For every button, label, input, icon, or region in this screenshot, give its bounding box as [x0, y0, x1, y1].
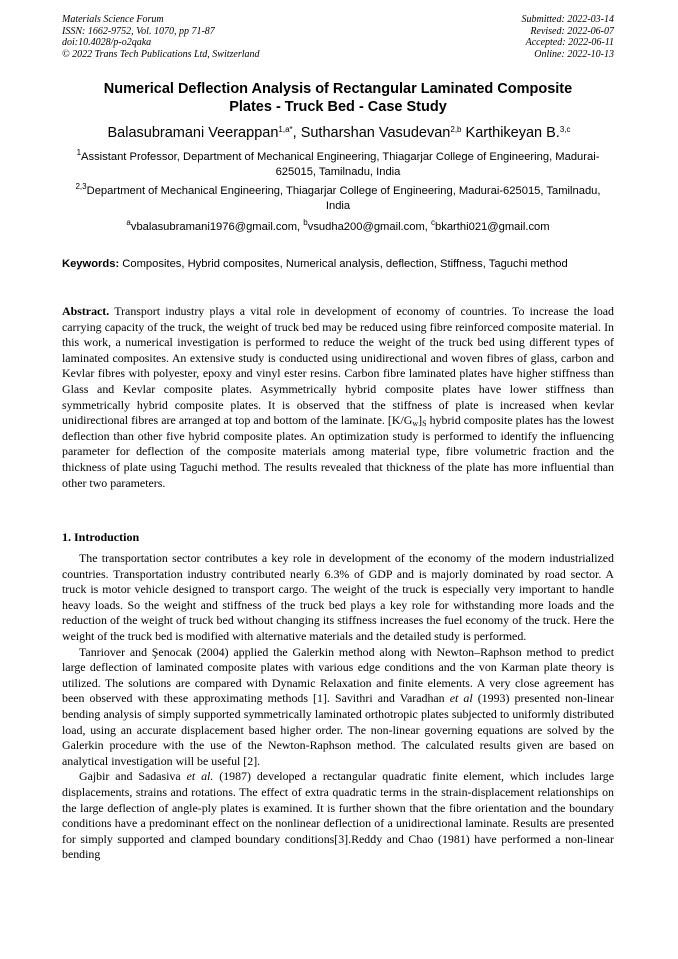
journal-copyright: © 2022 Trans Tech Publications Ltd, Switzerland: [62, 48, 260, 60]
title-line-2: Plates - Truck Bed - Case Study: [229, 99, 447, 115]
email-separator: ,: [297, 221, 304, 233]
journal-header-left: [62, 14, 260, 60]
date-submitted: Submitted: 2022-03-14: [521, 14, 614, 25]
abstract-label: Abstract.: [62, 304, 110, 318]
affiliation-2: [62, 184, 614, 214]
author-1-sup: 1,a*: [278, 125, 293, 134]
author-3-sup: 3,c: [559, 125, 571, 134]
introduction-body: [62, 551, 614, 863]
paragraph-text: Gajbir and Sadasiva: [79, 769, 187, 784]
author-2-sup: 2,b: [450, 125, 462, 134]
paragraph-text: (1987) developed a rectangular quadratic finite element, which includes large displacements, strains and rotations. The effect of extra quadratic terms in the strain-displacement relationships on the large deflection of angle-ply plates is examined. It is further shown that the fibre orientation and the boundary conditions have a predominant effect on the nonlinear deflection of a unidirectional laminate. Results are presented for simply supported and clamped boundary conditions[3].Reddy and Chao (1981) have performed a non-linear bending: [62, 769, 614, 862]
affiliation-1-text: Assistant Professor, Department of Mechanical Engineering, Thiagarjar College of Engineering, Madurai-625015, Tamilnadu, India: [81, 151, 600, 178]
section-heading-introduction: 1. Introduction: [62, 530, 140, 544]
author-emails: [62, 220, 614, 235]
affiliation-1-sup: 1: [76, 148, 82, 157]
paragraph-text: Tanriover and Şenocak (2004) applied the Galerkin method along with Newton–Raphson method to predict large deflection of laminated composite plates with various edge conditions and the von Karman plate theory is utilized. The solutions are compared with Dynamic Relaxation and finite elements. A very close agreement has been observed with these approximating methods [1]. Savithri and Varadhan: [62, 644, 614, 706]
email-a[interactable]: vbalasubramani1976@gmail.com: [130, 221, 298, 233]
paragraph-text: (1993) presented non-linear bending analysis of simply supported symmetrically laminated orthotropic plates subjected to uniformly distributed load, using an accurate displacement based higher order. The non-linear governing equations are solved by the Galerkin procedure with the use of the Newton-Raphson method. The calculated results given are based on analytical investigation will be useful [2].: [62, 691, 614, 768]
email-b-sup: b: [303, 218, 308, 227]
journal-doi: doi:10.4028/p-o2qaka: [62, 37, 152, 48]
abstract-text-part-2: ]: [418, 413, 423, 428]
author-separator: ,: [292, 125, 301, 141]
keywords-label: Keywords:: [62, 258, 120, 270]
paper-title: [62, 80, 614, 116]
intro-paragraph-1: The transportation sector contributes a key role in development of the economy of the modern industrialized countries. Transportation industry contributed nearly 6.3% of GDP and is majorly dominated by road sector. A truck is motor vehicle designed to transport cargo. The weight of the truck is especially very important to handle heavy loads. So the weight and stiffness of the truck bed plays a key role for withstanding more loads and the reduction of the weight of truck bed without changing its stiffness increases the fuel economy of the truck. Here the weight of the truck bed is modified with alternative materials and the detailed study is performed.: [62, 551, 614, 643]
abstract-subscript-s: S: [422, 419, 427, 429]
abstract-subscript-w: w: [412, 419, 419, 429]
intro-paragraph-3: [62, 769, 614, 863]
abstract-text-part-1: Transport industry plays a vital role in development of economy of countries. To increase the load carrying capacity of the truck, the weight of truck bed may be reduced using fibre reinforced composite material. In this work, a numerical investigation is performed to reduce the weight of the truck bed using different types of laminated composites. An extensive study is conducted using unidirectional and woven fibres of glass, carbon and Kevlar fibres with polyester, epoxy and vinyl ester resins. Carbon fibre laminated plates have higher stiffness than Glass and Kevlar composite plates. Asymmetrically hybrid composite plates have lower stiffness than symmetrically hybrid composite plates. It is observed that the stiffness of plate is increased when kevlar unidirectional fibres are arranged at top and bottom of the laminate. [K/G: [62, 304, 614, 428]
et-al-italic: et al: [449, 691, 473, 706]
title-line-1: Numerical Deflection Analysis of Rectangular Laminated Composite: [103, 81, 573, 97]
intro-paragraph-2: [62, 645, 614, 770]
journal-header-right: [522, 14, 615, 60]
email-a-sup: a: [126, 218, 131, 227]
email-separator: ,: [424, 221, 432, 233]
date-accepted: Accepted: 2022-06-11: [525, 37, 614, 48]
date-online: Online: 2022-10-13: [534, 48, 614, 60]
affiliation-1: [62, 150, 614, 180]
author-3-name: Karthikeyan B.: [465, 125, 560, 141]
author-1-name: Balasubramani Veerappan: [107, 125, 279, 141]
email-b[interactable]: vsudha200@gmail.com: [307, 221, 425, 233]
et-al-italic: et al.: [186, 769, 214, 784]
affiliation-2-sup: 2,3: [75, 182, 87, 191]
abstract-section: [62, 304, 614, 491]
journal-issn: ISSN: 1662-9752, Vol. 1070, pp 71-87: [62, 25, 215, 37]
date-revised: Revised: 2022-06-07: [530, 25, 614, 37]
email-c[interactable]: bkarthi021@gmail.com: [435, 221, 550, 233]
keywords-section: [62, 257, 614, 272]
journal-name: Materials Science Forum: [62, 14, 164, 25]
author-list: [40, 124, 638, 142]
keywords-text: Composites, Hybrid composites, Numerical analysis, deflection, Stiffness, Taguchi method: [119, 258, 568, 270]
abstract-text-part-3: hybrid composite plates has the lowest deflection than other five hybrid composite plates. An optimization study is performed to identify the influencing parameter for deflection of the composite materials among material type, fibre volumetric fraction and the thickness of plate using Taguchi method. The results revealed that thickness of the plate has more influential than other two parameters.: [62, 413, 615, 490]
author-2-name: Sutharshan Vasudevan: [300, 125, 451, 141]
affiliation-2-text: Department of Mechanical Engineering, Thiagarjar College of Engineering, Madurai-625015, Tamilnadu, India: [86, 185, 601, 212]
email-c-sup: c: [431, 218, 436, 227]
